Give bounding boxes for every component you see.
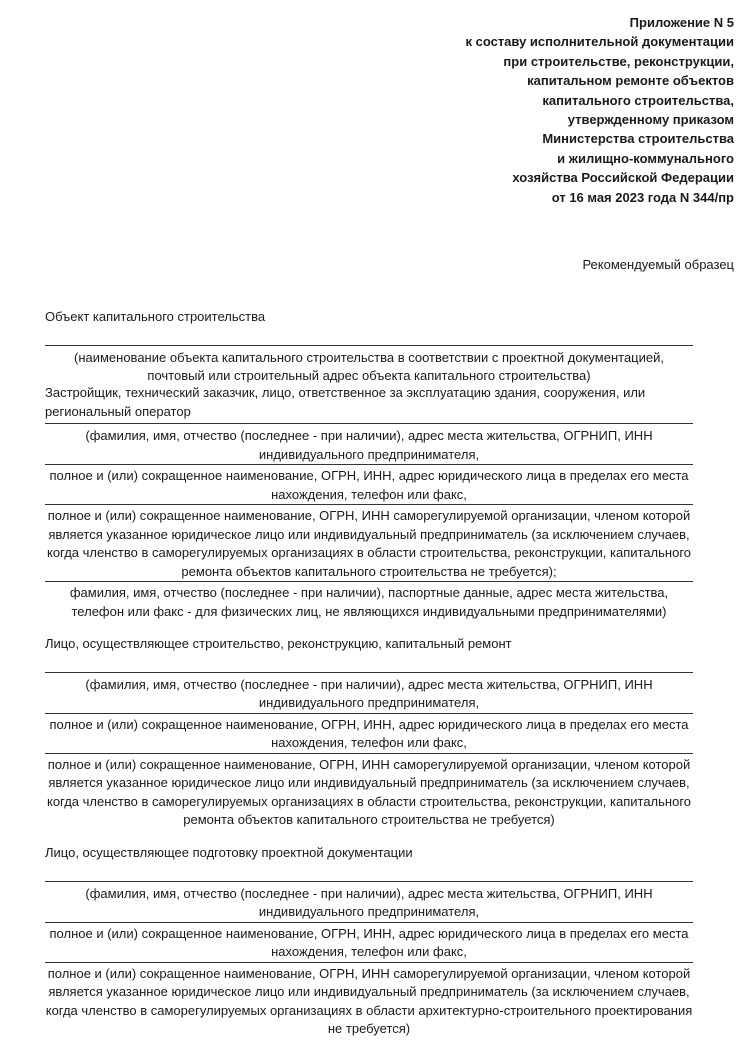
appendix-line: от 16 мая 2023 года N 344/пр: [551, 189, 734, 205]
developer-label: Застройщик, технический заказчик, лицо, ответственное за эксплуатацию здания, сооружения, или региональный оператор: [45, 385, 646, 419]
builder-caption-sro: полное и (или) сокращенное наименование, ОГРН, ИНН саморегулируемой организации, членом которой является указанное юридическое лицо или индивидуальный предприниматель (за исключением случаев, когда членство в саморегулируемых организациях в области строительства, реконструкции, капитального ремонта объектов капитального строительства не требуется): [46, 756, 692, 827]
object-caption: (наименование объекта капитального строительства в соответствии с проектной документацией, почтовый или строительный адрес объекта капитального строительства): [73, 349, 664, 383]
designer-section: [45, 844, 693, 1039]
developer-caption-sro: полное и (или) сокращенное наименование, ОГРН, ИНН саморегулируемой организации, членом которой является указанное юридическое лицо или индивидуальный предприниматель (за исключением случаев, когда членство в саморегулируемых организациях в области строительства, реконструкции, капитального ремонта объектов капитального строительства не требуется);: [46, 508, 692, 579]
appendix-line: Министерства строительства: [542, 131, 734, 147]
designer-caption-legal: полное и (или) сокращенное наименование, ОГРН, ИНН, адрес юридического лица в пределах его места нахождения, телефон или факс,: [49, 925, 689, 959]
appendix-line: утвержденному приказом: [567, 112, 734, 128]
developer-caption-legal: полное и (или) сокращенное наименование, ОГРН, ИНН, адрес юридического лица в пределах его места нахождения, телефон или факс,: [49, 468, 689, 502]
developer-section: [45, 384, 693, 621]
object-label: Объект капитального строительства: [45, 309, 266, 324]
appendix-line: к составу исполнительной документации: [465, 34, 734, 50]
developer-caption-physical: фамилия, имя, отчество (последнее - при наличии), паспортные данные, адрес места жительства, телефон или факс - для физических лиц, не являющихся индивидуальными предпринимателями): [69, 585, 669, 619]
appendix-line: капитальном ремонте объектов: [527, 73, 734, 89]
appendix-line: капитального строительства,: [542, 92, 734, 108]
builder-section: [45, 635, 693, 830]
designer-label: Лицо, осуществляющее подготовку проектной документации: [45, 845, 413, 860]
appendix-line: Приложение N 5: [629, 15, 734, 30]
designer-caption-individual: (фамилия, имя, отчество (последнее - при наличии), адрес места жительства, ОГРНИП, ИНН индивидуального предпринимателя,: [85, 885, 653, 919]
object-section: [45, 308, 693, 386]
appendix-line: и жилищно-коммунального: [557, 150, 734, 166]
appendix-header: [314, 13, 734, 207]
appendix-line: хозяйства Российской Федерации: [512, 170, 734, 186]
builder-caption-individual: (фамилия, имя, отчество (последнее - при наличии), адрес места жительства, ОГРНИП, ИНН индивидуального предпринимателя,: [85, 676, 653, 710]
recommended-sample-label: Рекомендуемый образец: [582, 257, 734, 272]
designer-caption-sro: полное и (или) сокращенное наименование, ОГРН, ИНН саморегулируемой организации, членом которой является указанное юридическое лицо или индивидуальный предприниматель (за исключением случаев, когда членство в саморегулируемых организациях в области архитектурно-строительного проектирования не требуется): [45, 965, 693, 1036]
builder-caption-legal: полное и (или) сокращенное наименование, ОГРН, ИНН, адрес юридического лица в пределах его места нахождения, телефон или факс,: [49, 716, 689, 750]
appendix-line: при строительстве, реконструкции,: [503, 53, 734, 69]
builder-label: Лицо, осуществляющее строительство, реконструкцию, капитальный ремонт: [45, 636, 512, 651]
developer-caption-individual: (фамилия, имя, отчество (последнее - при наличии), адрес места жительства, ОГРНИП, ИНН индивидуального предпринимателя,: [85, 428, 653, 462]
